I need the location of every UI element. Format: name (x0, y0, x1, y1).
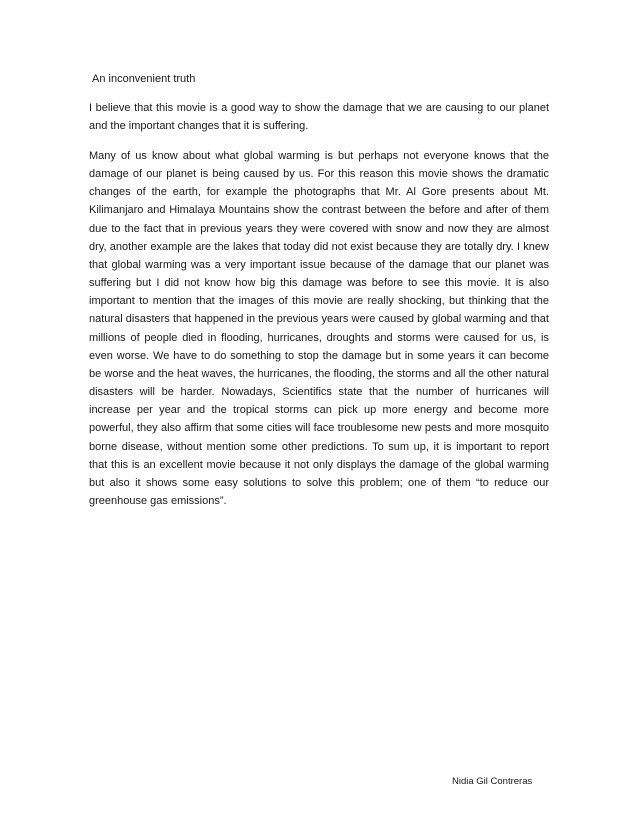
paragraph-main: Many of us know about what global warming is but perhaps not everyone knows that the damage of our planet is being caused by us. For this reason this movie shows the dramatic changes of the earth, for example the photographs that Mr. Al Gore presents about Mt. Kilimanjaro and Himalaya Mountains show the contrast between the before and after of them due to the fact that in previous years they were covered with snow and now they are almost dry, another example are the lakes that today did not exist because they are totally dry. I knew that global warming was a very important issue because of the damage that our planet was suffering but I did not know how big this damage was before to see this movie. It is also important to mention that the images of this movie are really shocking, but thinking that the natural disasters that happened in the previous years were caused by global warming and that millions of people died in flooding, hurricanes, droughts and storms were caused for us, is even worse. We have to do something to stop the damage but in some years it can become be worse and the heat waves, the hurricanes, the flooding, the storms and all the other natural disasters will be harder. Nowadays, Scientifics state that the number of hurricanes will increase per year and the tropical storms can pick up more energy and become more powerful, they also affirm that some cities will face troublesome new pests and more mosquito borne disease, without mention some other predictions. To sum up, it is important to report that this is an excellent movie because it not only displays the damage of the global warming but also it shows some easy solutions to solve this problem; one of them “to reduce our greenhouse gas emissions”. (89, 150, 549, 507)
document-title: An inconvenient truth (92, 73, 196, 85)
author-name: Nidia Gil Contreras (452, 776, 533, 787)
paragraph-intro: I believe that this movie is a good way to show the damage that we are causing to our planet and the important changes that it is suffering. (89, 102, 549, 133)
